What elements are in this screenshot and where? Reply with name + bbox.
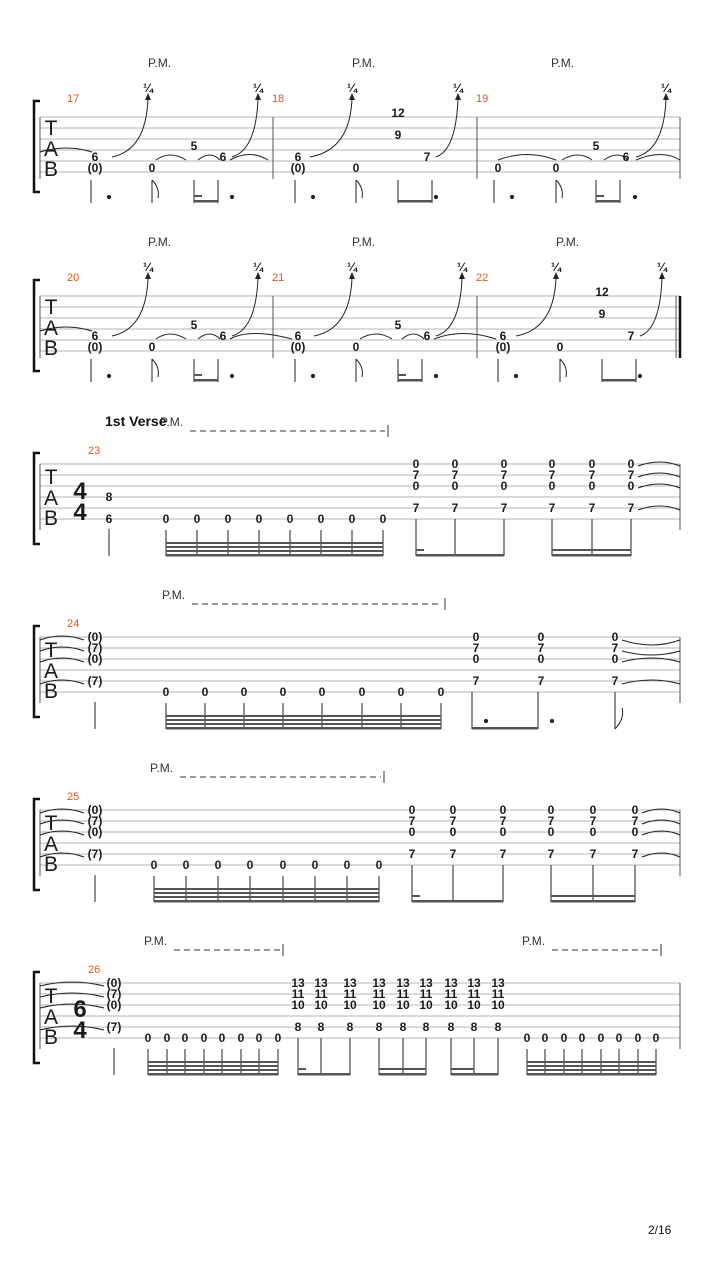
svg-text:0: 0 [408, 825, 416, 839]
fret-number: 0 [255, 512, 263, 526]
fret-number: 0 [560, 1031, 568, 1045]
fret-number: 0 [218, 1031, 226, 1045]
measure-number: 18 [272, 93, 285, 105]
svg-text:0: 0 [611, 630, 619, 644]
fret-number: (7) [87, 814, 103, 828]
fret-number: 0 [597, 1031, 605, 1045]
tab-clef-b: B [43, 337, 59, 360]
svg-text:0: 0 [408, 803, 416, 817]
tab-clef-t: T [44, 985, 58, 1008]
fret-number: (0) [87, 825, 103, 839]
bend-label: ¼ [142, 260, 154, 274]
rhythm-stems [95, 865, 635, 903]
rhythm-stems [114, 1038, 656, 1076]
fret-number: 9 [598, 307, 606, 321]
fret-number: 6 [294, 329, 302, 343]
svg-text:10: 10 [372, 998, 386, 1012]
fret-number: 0 [162, 685, 170, 699]
chord [452, 457, 459, 515]
bend-label: ¼ [660, 81, 672, 95]
svg-text:11: 11 [444, 987, 458, 1001]
fret-number: 0 [652, 1031, 660, 1045]
tab-clef-b: B [43, 1026, 59, 1049]
fret-number: 0 [352, 161, 360, 175]
svg-text:7: 7 [408, 847, 416, 861]
palm-mute-label: P.M. [551, 56, 575, 70]
palm-mute-label: P.M. [150, 761, 174, 775]
fret-number: 6 [622, 150, 630, 164]
svg-text:0: 0 [589, 803, 597, 817]
svg-text:7: 7 [408, 814, 416, 828]
fret-number: (7) [87, 674, 103, 688]
svg-text:7: 7 [548, 501, 556, 515]
svg-text:0: 0 [412, 479, 420, 493]
tab-clef-b: B [43, 853, 59, 876]
svg-text:13: 13 [372, 976, 386, 990]
tab-clef-b: B [43, 680, 59, 703]
rhythm-stems [109, 519, 631, 557]
svg-text:11: 11 [343, 987, 357, 1001]
chord [314, 976, 328, 1034]
fret-number: 6 [499, 329, 507, 343]
svg-text:10: 10 [467, 998, 481, 1012]
svg-text:7: 7 [611, 641, 619, 655]
svg-text:8: 8 [294, 1020, 302, 1034]
fret-number: 5 [190, 318, 198, 332]
svg-text:0: 0 [627, 479, 635, 493]
fret-number: 0 [318, 685, 326, 699]
svg-text:7: 7 [627, 468, 635, 482]
chord [612, 630, 619, 688]
svg-text:0: 0 [451, 457, 459, 471]
system-5 [34, 761, 680, 903]
tab-clef-a: A [43, 317, 59, 340]
svg-text:13: 13 [467, 976, 481, 990]
svg-text:0: 0 [589, 825, 597, 839]
tab-clef-t: T [44, 117, 58, 140]
fret-number: 0 [193, 512, 201, 526]
measure-number: 25 [67, 791, 80, 803]
svg-text:7: 7 [472, 674, 480, 688]
chord [491, 976, 505, 1034]
svg-text:0: 0 [499, 825, 507, 839]
chord [501, 457, 508, 515]
svg-text:0: 0 [449, 803, 457, 817]
fret-number: 0 [634, 1031, 642, 1045]
chord [473, 630, 480, 688]
measure-number: 20 [67, 272, 80, 284]
fret-number: 0 [246, 858, 254, 872]
bend-label: ¼ [252, 260, 264, 274]
svg-text:8: 8 [375, 1020, 383, 1034]
chord [467, 976, 481, 1034]
time-signature-top: 4 [73, 478, 87, 505]
fret-number: 0 [556, 340, 564, 354]
svg-text:7: 7 [472, 641, 480, 655]
fret-number: 0 [240, 685, 248, 699]
chord [500, 803, 507, 861]
fret-number: 6 [219, 329, 227, 343]
chord [419, 976, 433, 1034]
svg-text:0: 0 [451, 479, 459, 493]
fret-number: 0 [279, 685, 287, 699]
svg-text:7: 7 [547, 847, 555, 861]
svg-text:7: 7 [631, 847, 639, 861]
fret-number: 0 [552, 161, 560, 175]
chord [538, 630, 545, 688]
fret-number: 5 [592, 139, 600, 153]
svg-text:8: 8 [422, 1020, 430, 1034]
fret-number: 6 [91, 150, 99, 164]
fret-number: 0 [279, 858, 287, 872]
system-2 [34, 235, 680, 382]
chord [450, 803, 457, 861]
svg-text:10: 10 [396, 998, 410, 1012]
fret-number: 0 [375, 858, 383, 872]
system-3 [34, 413, 680, 557]
fret-number: 0 [144, 1031, 152, 1045]
fret-number: (0) [87, 652, 103, 666]
fret-number: (0) [87, 161, 103, 175]
svg-text:0: 0 [547, 803, 555, 817]
svg-text:8: 8 [470, 1020, 478, 1034]
svg-text:7: 7 [588, 501, 596, 515]
fret-number: 0 [181, 1031, 189, 1045]
section-title: 1st Verse [105, 413, 167, 429]
tab-clef-t: T [44, 812, 58, 835]
svg-text:10: 10 [343, 998, 357, 1012]
measure-number: 24 [67, 618, 80, 630]
svg-text:7: 7 [499, 814, 507, 828]
bend-label: ¼ [346, 81, 358, 95]
fret-number: 0 [148, 161, 156, 175]
fret-number: 6 [105, 512, 113, 526]
chord [590, 803, 597, 861]
fret-number: 0 [523, 1031, 531, 1045]
svg-text:8: 8 [399, 1020, 407, 1034]
fret-number: 0 [379, 512, 387, 526]
chord [396, 976, 410, 1034]
svg-text:10: 10 [291, 998, 305, 1012]
fret-number: 0 [162, 512, 170, 526]
svg-text:7: 7 [631, 814, 639, 828]
bend-label: ¼ [252, 81, 264, 95]
svg-text:7: 7 [537, 674, 545, 688]
svg-text:8: 8 [447, 1020, 455, 1034]
measure-number: 19 [476, 93, 489, 105]
chord [548, 803, 555, 861]
svg-text:11: 11 [314, 987, 328, 1001]
svg-text:8: 8 [346, 1020, 354, 1034]
fret-number: 0 [615, 1031, 623, 1045]
palm-mute-label: P.M. [144, 934, 168, 948]
svg-text:0: 0 [412, 457, 420, 471]
svg-text:7: 7 [412, 501, 420, 515]
fret-number: 0 [255, 1031, 263, 1045]
fret-number: 6 [219, 150, 227, 164]
svg-text:11: 11 [291, 987, 305, 1001]
fret-number: 0 [274, 1031, 282, 1045]
fret-number: (7) [106, 1020, 122, 1034]
svg-text:0: 0 [472, 652, 480, 666]
fret-number: 0 [343, 858, 351, 872]
fret-number: (0) [106, 998, 122, 1012]
chord [549, 457, 556, 515]
fret-number: 0 [311, 858, 319, 872]
svg-text:13: 13 [491, 976, 505, 990]
time-signature-top: 6 [73, 996, 87, 1023]
svg-text:7: 7 [499, 847, 507, 861]
tab-clef-b: B [43, 158, 59, 181]
measure-number: 17 [67, 93, 80, 105]
svg-text:0: 0 [499, 803, 507, 817]
measure-number: 23 [88, 445, 101, 457]
system-6 [34, 934, 680, 1076]
fret-number: 8 [105, 490, 113, 504]
tab-clef-t: T [44, 296, 58, 319]
fret-number: (0) [290, 340, 306, 354]
fret-number: 7 [627, 329, 635, 343]
svg-text:11: 11 [491, 987, 505, 1001]
svg-text:0: 0 [500, 479, 508, 493]
chord [409, 803, 416, 861]
svg-text:7: 7 [588, 468, 596, 482]
svg-text:7: 7 [627, 501, 635, 515]
svg-text:13: 13 [314, 976, 328, 990]
svg-text:0: 0 [548, 479, 556, 493]
svg-text:0: 0 [500, 457, 508, 471]
rhythm-stems [91, 359, 642, 382]
fret-number: 0 [317, 512, 325, 526]
fret-number: 0 [352, 340, 360, 354]
svg-text:7: 7 [589, 814, 597, 828]
measure-number: 22 [476, 272, 489, 284]
fret-number: (0) [87, 803, 103, 817]
fret-number: 12 [595, 285, 609, 299]
measure-number: 21 [272, 272, 285, 284]
palm-mute-label: P.M. [148, 56, 172, 70]
svg-text:13: 13 [419, 976, 433, 990]
fret-number: 7 [423, 150, 431, 164]
bend-label: ¼ [346, 260, 358, 274]
svg-text:11: 11 [419, 987, 433, 1001]
fret-number: 5 [190, 139, 198, 153]
fret-number: (0) [87, 340, 103, 354]
bend-label: ¼ [456, 260, 468, 274]
palm-mute-label: P.M. [352, 56, 376, 70]
time-signature-bottom: 4 [73, 1017, 87, 1044]
svg-text:0: 0 [547, 825, 555, 839]
palm-mute-label: P.M. [352, 235, 376, 249]
svg-text:13: 13 [444, 976, 458, 990]
svg-text:0: 0 [537, 630, 545, 644]
svg-text:0: 0 [631, 803, 639, 817]
svg-text:8: 8 [494, 1020, 502, 1034]
svg-text:0: 0 [588, 479, 596, 493]
chord [291, 976, 305, 1034]
svg-text:7: 7 [451, 468, 459, 482]
page-number: 2/16 [648, 1223, 672, 1237]
svg-text:10: 10 [491, 998, 505, 1012]
measure-number: 26 [88, 964, 101, 976]
fret-number: 0 [541, 1031, 549, 1045]
svg-text:7: 7 [537, 641, 545, 655]
time-signature-bottom: 4 [73, 499, 87, 526]
svg-text:7: 7 [547, 814, 555, 828]
fret-number: 0 [286, 512, 294, 526]
palm-mute-label: P.M. [522, 934, 546, 948]
svg-text:0: 0 [631, 825, 639, 839]
tab-clef-a: A [43, 1006, 59, 1029]
tab-clef-t: T [44, 466, 58, 489]
svg-text:0: 0 [537, 652, 545, 666]
fret-number: 0 [200, 1031, 208, 1045]
svg-text:7: 7 [449, 814, 457, 828]
fret-number: (7) [106, 987, 122, 1001]
tab-clef-t: T [44, 639, 58, 662]
chord [444, 976, 458, 1034]
svg-text:11: 11 [372, 987, 386, 1001]
svg-text:10: 10 [419, 998, 433, 1012]
fret-number: 0 [150, 858, 158, 872]
bend-label: ¼ [142, 81, 154, 95]
fret-number: 0 [358, 685, 366, 699]
palm-mute-label: P.M. [162, 588, 186, 602]
svg-text:7: 7 [589, 847, 597, 861]
fret-number: 0 [578, 1031, 586, 1045]
svg-text:0: 0 [472, 630, 480, 644]
svg-text:7: 7 [500, 468, 508, 482]
tab-clef-a: A [43, 138, 59, 161]
fret-number: 9 [394, 128, 402, 142]
chord [589, 457, 596, 515]
fret-number: 0 [214, 858, 222, 872]
fret-number: 0 [201, 685, 209, 699]
system-4 [34, 588, 680, 730]
rhythm-stems [91, 180, 637, 203]
bend-label: ¼ [550, 260, 562, 274]
svg-text:13: 13 [343, 976, 357, 990]
fret-number: (0) [87, 630, 103, 644]
fret-number: 0 [494, 161, 502, 175]
fret-number: 0 [224, 512, 232, 526]
svg-text:7: 7 [548, 468, 556, 482]
palm-mute-label: P.M. [160, 415, 184, 429]
fret-number: 0 [348, 512, 356, 526]
svg-text:11: 11 [396, 987, 410, 1001]
palm-mute-label: P.M. [556, 235, 580, 249]
fret-number: (7) [87, 847, 103, 861]
svg-text:7: 7 [500, 501, 508, 515]
tab-clef-a: A [43, 660, 59, 683]
chord [413, 457, 420, 515]
svg-text:13: 13 [396, 976, 410, 990]
chord [343, 976, 357, 1034]
svg-text:0: 0 [449, 825, 457, 839]
palm-mute-label: P.M. [148, 235, 172, 249]
fret-number: 0 [437, 685, 445, 699]
tab-clef-a: A [43, 487, 59, 510]
fret-number: 6 [294, 150, 302, 164]
tab-clef-b: B [43, 507, 59, 530]
fret-number: 5 [394, 318, 402, 332]
fret-number: 12 [391, 106, 405, 120]
fret-number: 0 [163, 1031, 171, 1045]
chord [628, 457, 635, 515]
fret-number: (0) [495, 340, 511, 354]
fret-number: 0 [397, 685, 405, 699]
tab-clef-a: A [43, 833, 59, 856]
svg-text:8: 8 [317, 1020, 325, 1034]
svg-text:7: 7 [412, 468, 420, 482]
fret-number: (0) [290, 161, 306, 175]
chord [632, 803, 639, 861]
svg-text:10: 10 [314, 998, 328, 1012]
svg-text:0: 0 [611, 652, 619, 666]
svg-text:10: 10 [444, 998, 458, 1012]
fret-number: (0) [106, 976, 122, 990]
svg-text:0: 0 [588, 457, 596, 471]
svg-text:13: 13 [291, 976, 305, 990]
svg-text:7: 7 [611, 674, 619, 688]
svg-text:7: 7 [449, 847, 457, 861]
svg-text:0: 0 [548, 457, 556, 471]
chord [372, 976, 386, 1034]
fret-number: (7) [87, 641, 103, 655]
fret-number: 0 [182, 858, 190, 872]
fret-number: 0 [148, 340, 156, 354]
bend-label: ¼ [656, 260, 668, 274]
svg-text:11: 11 [467, 987, 481, 1001]
fret-number: 6 [91, 329, 99, 343]
svg-text:7: 7 [451, 501, 459, 515]
fret-number: 6 [423, 329, 431, 343]
system-1 [34, 56, 680, 203]
bend-label: ¼ [452, 81, 464, 95]
fret-number: 0 [237, 1031, 245, 1045]
svg-text:0: 0 [627, 457, 635, 471]
